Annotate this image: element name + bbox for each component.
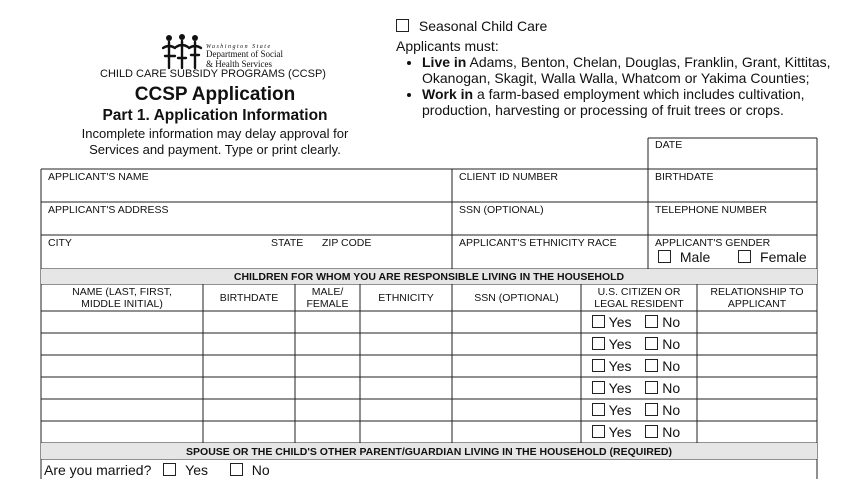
no-label: No (662, 358, 681, 374)
yes-checkbox[interactable] (592, 403, 605, 416)
no-label: No (662, 380, 681, 396)
yes-label: Yes (608, 424, 632, 440)
ssn-label: SSN (OPTIONAL) (459, 204, 544, 216)
col-citizen-line1: U.S. CITIZEN OR (597, 286, 681, 298)
client-id-label: CLIENT ID NUMBER (459, 171, 558, 183)
col-birthdate-header: BIRTHDATE (219, 292, 279, 304)
gender-label: APPLICANT'S GENDER (655, 237, 771, 249)
col-citizen-header (581, 286, 697, 310)
yes-label: Yes (608, 380, 632, 396)
agency-state: Washington State (206, 44, 272, 50)
citizen-row-6 (592, 424, 680, 440)
seasonal-label: Seasonal Child Care (418, 18, 548, 34)
applicant-name-label: APPLICANT'S NAME (48, 171, 149, 183)
married-label: Are you married? (44, 462, 152, 478)
married-no-checkbox[interactable] (230, 463, 243, 476)
yes-checkbox[interactable] (592, 315, 605, 328)
female-label: Female (760, 249, 807, 265)
live-in-bold: Live in (422, 54, 467, 70)
part-title: Part 1. Application Information (102, 107, 328, 124)
yes-label: Yes (608, 358, 632, 374)
no-label: No (662, 402, 681, 418)
col-sex-line2: FEMALE (306, 298, 349, 310)
male-checkbox[interactable] (658, 250, 671, 263)
col-name-line2: MIDDLE INITIAL) (81, 298, 163, 310)
note-line1: Incomplete information may delay approval for (81, 126, 349, 141)
col-sex-header (295, 286, 360, 310)
citizen-row-4 (592, 380, 680, 396)
work-in-text: a farm-based employment which includes cultivation, production, harvesting or processing of fruit trees or crops. (422, 86, 805, 118)
citizen-row-1 (592, 314, 680, 330)
yes-checkbox[interactable] (592, 381, 605, 394)
agency-line2: & Health Services (206, 58, 272, 69)
citizen-row-5 (592, 402, 680, 418)
yes-label: Yes (608, 402, 632, 418)
no-label: No (662, 314, 681, 330)
no-label: No (662, 424, 681, 440)
birthdate-label: BIRTHDATE (655, 171, 714, 183)
live-in-text: Adams, Benton, Chelan, Douglas, Franklin, Grant, Kittitas, Okanogan, Skagit, Walla Walla, Whatcom or Yakima Counties; (422, 54, 831, 86)
col-name-header (41, 286, 203, 310)
ethnicity-race-label: APPLICANT'S ETHNICITY RACE (459, 237, 617, 249)
female-checkbox[interactable] (738, 250, 751, 263)
male-label: Male (679, 249, 711, 265)
no-checkbox[interactable] (645, 315, 658, 328)
zip-label: ZIP CODE (322, 237, 372, 249)
address-label: APPLICANT'S ADDRESS (48, 204, 169, 216)
city-label: CITY (48, 237, 72, 249)
col-rel-line2: APPLICANT (727, 298, 787, 310)
applicants-must: Applicants must: (396, 38, 499, 54)
col-name-line1: NAME (LAST, FIRST, (72, 286, 172, 298)
married-yes-label: Yes (185, 462, 209, 478)
telephone-label: TELEPHONE NUMBER (655, 204, 768, 216)
gender-options (658, 249, 807, 265)
citizen-row-2 (592, 336, 680, 352)
yes-checkbox[interactable] (592, 425, 605, 438)
date-label: DATE (655, 139, 683, 151)
col-rel-line1: RELATIONSHIP TO (710, 286, 804, 298)
yes-label: Yes (608, 314, 632, 330)
married-question (44, 462, 270, 478)
col-sex-line1: MALE/ (311, 286, 344, 298)
agency-line1: Department of Social (206, 49, 283, 60)
no-checkbox[interactable] (645, 403, 658, 416)
col-citizen-line2: LEGAL RESIDENT (594, 298, 684, 310)
no-checkbox[interactable] (645, 425, 658, 438)
col-ssn-header: SSN (OPTIONAL) (474, 292, 559, 304)
children-section-title: CHILDREN FOR WHOM YOU ARE RESPONSIBLE LIVING IN THE HOUSEHOLD (233, 271, 625, 283)
citizen-row-3 (592, 358, 680, 374)
program-name: CHILD CARE SUBSIDY PROGRAMS (CCSP) (100, 68, 326, 80)
no-label: No (662, 336, 681, 352)
yes-checkbox[interactable] (592, 359, 605, 372)
note-line2: Services and payment. Type or print clearly. (89, 142, 341, 157)
no-checkbox[interactable] (645, 359, 658, 372)
col-relationship-header (697, 286, 817, 310)
col-ethnicity-header: ETHNICITY (378, 292, 434, 304)
yes-checkbox[interactable] (592, 337, 605, 350)
state-label: STATE (271, 237, 304, 249)
work-in-bold: Work in (422, 86, 474, 102)
application-title: CCSP Application (134, 84, 296, 105)
no-checkbox[interactable] (645, 337, 658, 350)
yes-label: Yes (608, 336, 632, 352)
no-checkbox[interactable] (645, 381, 658, 394)
spouse-section-title: SPOUSE OR THE CHILD'S OTHER PARENT/GUARDIAN LIVING IN THE HOUSEHOLD (REQUIRED) (186, 446, 672, 458)
married-no-label: No (251, 462, 270, 478)
married-yes-checkbox[interactable] (163, 463, 176, 476)
